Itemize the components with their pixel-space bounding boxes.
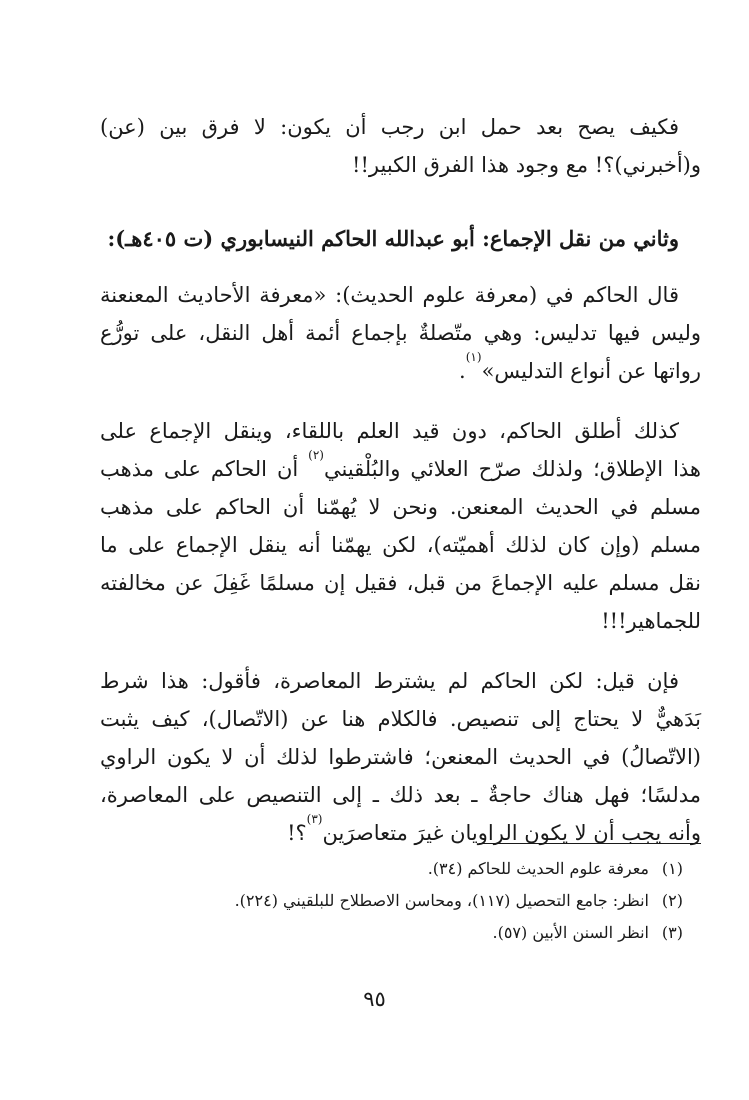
page-body [100, 108, 701, 874]
text-fragment: رواتها عن أنواع التدليس» [481, 359, 701, 383]
text-line: فكيف يصح بعد حمل ابن رجب أن يكون: لا فرق بين (عن) [100, 115, 679, 139]
page-number: ٩٥ [363, 987, 386, 1011]
text-line: بَدَهيٌّ لا يحتاج إلى تنصيص. فالكلام هنا عن (الاتّصال)، كيف يثبت [100, 707, 701, 731]
text-line: نقل مسلم عليه الإجماعَ من قبل، فقيل إن مسلمًا غَفِلَ عن مخالفته [100, 571, 701, 595]
text-fragment: ؟! [287, 821, 307, 845]
text-fragment: وأنه يجب أن لا يكون الراويان غيرَ متعاصرَين [322, 821, 701, 845]
footnote-number: (٣) [661, 923, 683, 942]
text-line: مسلم في الحديث المعنعن. ونحن لا يُهمّنا أن الحاكم على مذهب [100, 495, 701, 519]
text-line: كذلك أطلق الحاكم، دون قيد العلم باللقاء، وينقل الإجماع على [100, 419, 679, 443]
text-fragment: هذا الإطلاق؛ ولذلك صرّح العلائي والبُلْقيني [323, 457, 702, 481]
text-fragment: . [459, 359, 466, 383]
footnote-item [100, 888, 683, 914]
footnote-text: معرفة علوم الحديث للحاكم (٣٤). [427, 859, 649, 878]
footnotes [100, 856, 683, 952]
text-line: (الاتّصالُ) في الحديث المعنعن؛ فاشترطوا لذلك أن لا يكون الراوي [100, 745, 701, 769]
text-line: و(أخبرني)؟! مع وجود هذا الفرق الكبير!! [352, 153, 701, 177]
text-line [100, 814, 701, 852]
footnote-number: (٢) [661, 891, 683, 910]
text-fragment: أن الحاكم على مذهب [100, 457, 309, 481]
footnote-item [100, 920, 683, 946]
text-line: مسلم (وإن كان لذلك أهميّته)، لكن يهمّنا أنه ينقل الإجماع على ما [100, 533, 701, 557]
footnote-text: انظر: جامع التحصيل (١١٧)، ومحاسن الاصطلاح للبلقيني (٢٢٤). [234, 891, 649, 910]
footnote-divider [479, 843, 701, 844]
text-line: وليس فيها تدليس: وهي متّصلةٌ بإجماع أئمة أهل النقل، على تورُّع [100, 321, 701, 345]
footnote-text: انظر السنن الأبين (٥٧). [492, 923, 649, 942]
footnote-ref-1: (١) [465, 350, 482, 364]
paragraph-hakim-quote [100, 276, 701, 390]
paragraph-hakim-commentary [100, 412, 701, 640]
text-line: للجماهير!!! [601, 609, 701, 633]
text-line: قال الحاكم في (معرفة علوم الحديث): «معرفة الأحاديث المعنعنة [100, 283, 679, 307]
text-line: فإن قيل: لكن الحاكم لم يشترط المعاصرة، فأقول: هذا شرط [100, 669, 679, 693]
footnote-ref-3: (٣) [306, 812, 323, 826]
footnote-number: (١) [661, 859, 683, 878]
paragraph-question [100, 108, 701, 184]
section-heading: وثاني من نقل الإجماع: أبو عبدالله الحاكم النيسابوري (ت ٤٠٥هـ): [107, 226, 679, 251]
footnote-item [100, 856, 683, 882]
paragraph-objection [100, 662, 701, 852]
footnote-ref-2: (٢) [308, 448, 324, 462]
text-line [100, 450, 701, 488]
text-line [100, 352, 701, 390]
text-line: مدلسًا؛ فهل هناك حاجةٌ ـ بعد ذلك ـ إلى التنصيص على المعاصرة، [100, 783, 701, 807]
